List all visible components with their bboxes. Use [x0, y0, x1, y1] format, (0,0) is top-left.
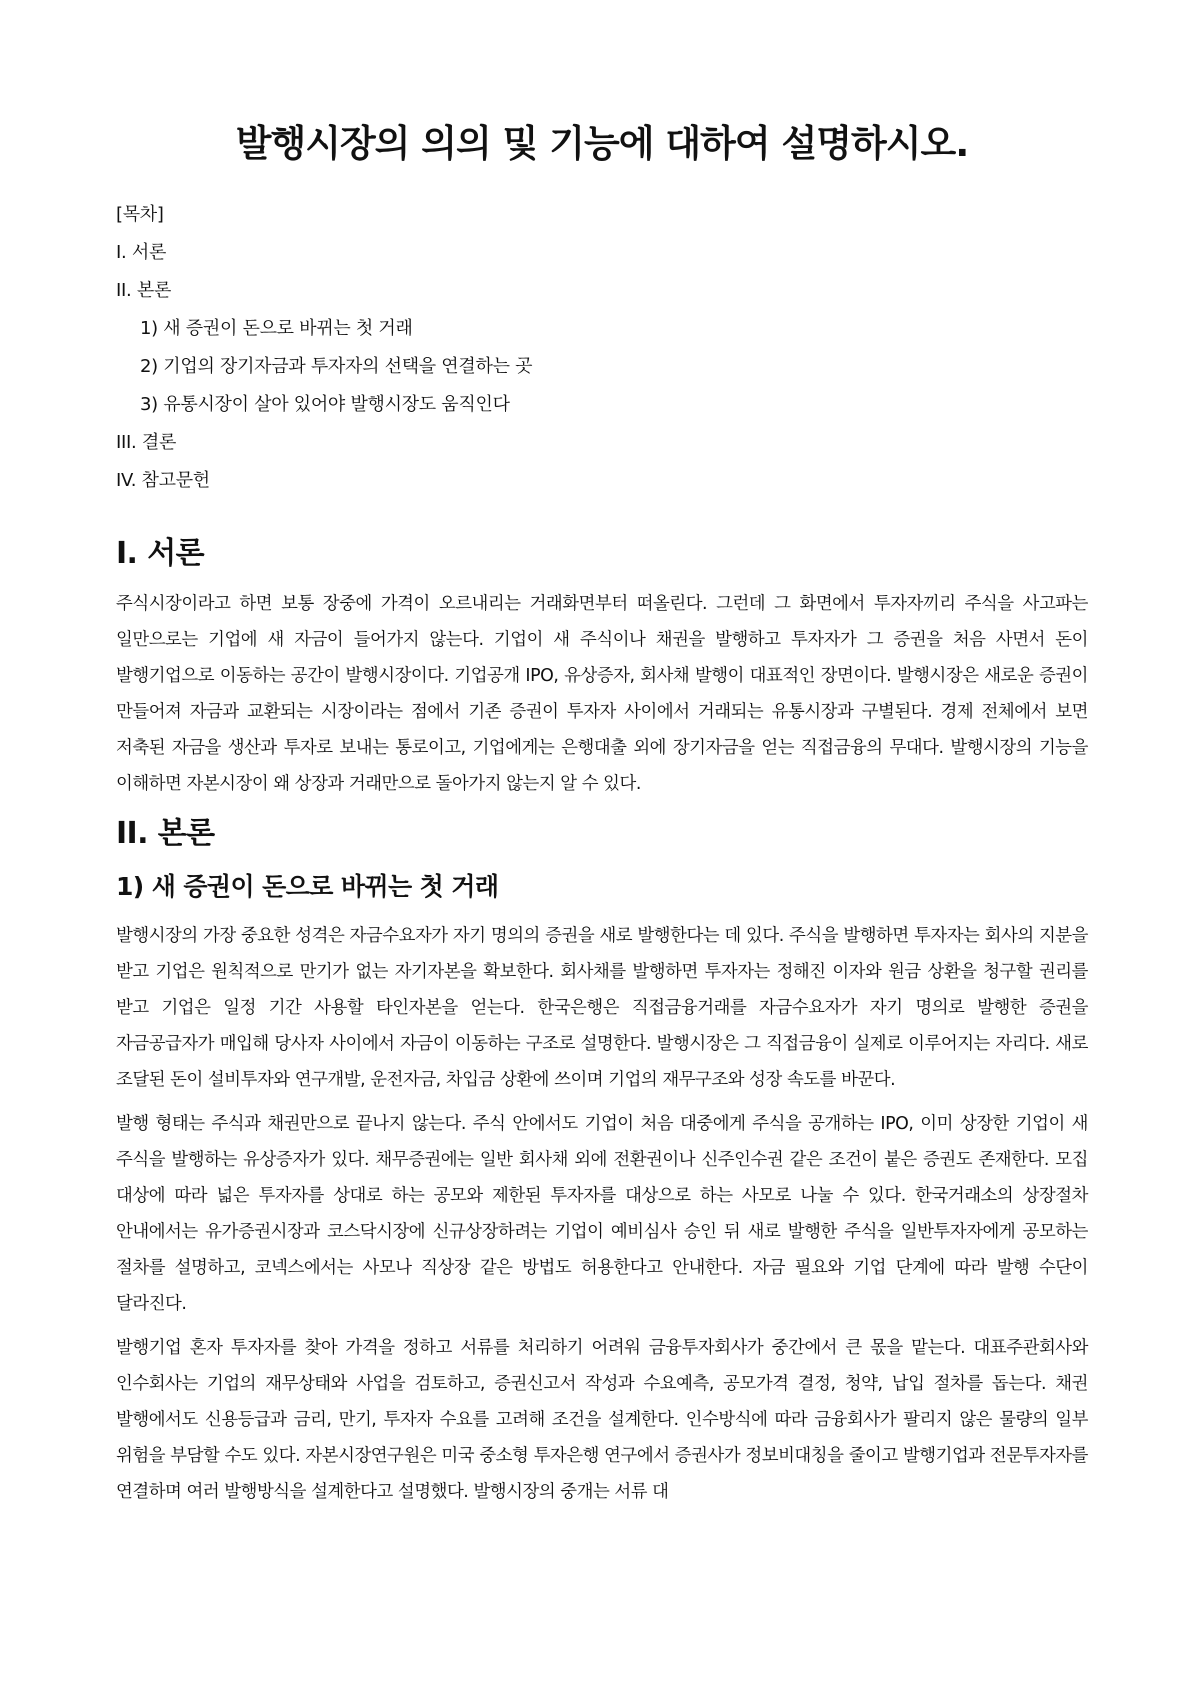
toc-item-conclusion: III. 결론	[116, 432, 177, 453]
section-heading-intro: I. 서론	[116, 536, 204, 571]
body-paragraph-2: 발행 형태는 주식과 채권만으로 끝나지 않는다. 주식 안에서도 기업이 처음 대중에게 주식을 공개하는 IPO, 이미 상장한 기업이 새 주식을 발행하는 유상증자가 있다. 채무증권에는 일반 회사채 외에 전환권이나 신주인수권 같은 조건이 붙은 증권도 존재한다. 모집 대상에 따라 넓은 투자자를 상대로 하는 공모와 제한된 투자자를 대상으로 하는 사모로 나눌 수 있다. 한국거래소의 상장절차 안내에서는 유가증권시장과 코스닥시장에 신규상장하려는 기업이 예비심사 승인 뒤 새로 발행한 주식을 일반투자자에게 공모하는 절차를 설명하고, 코넥스에서는 사모나 직상장 같은 방법도 허용한다고 안내한다. 자금 필요와 기업 단계에 따라 발행 수단이 달라진다.	[116, 1114, 1088, 1314]
toc-item-body-2: 2) 기업의 장기자금과 투자자의 선택을 연결하는 곳	[140, 356, 533, 377]
toc-heading: [목차]	[116, 204, 164, 225]
body-paragraph-1: 발행시장의 가장 중요한 성격은 자금수요자가 자기 명의의 증권을 새로 발행한다는 데 있다. 주식을 발행하면 투자자는 회사의 지분을 받고 기업은 원칙적으로 만기가 없는 자기자본을 확보한다. 회사채를 발행하면 투자자는 정해진 이자와 원금 상환을 청구할 권리를 받고 기업은 일정 기간 사용할 타인자본을 얻는다. 한국은행은 직접금융거래를 자금수요자가 자기 명의로 발행한 증권을 자금공급자가 매입해 당사자 사이에서 자금이 이동하는 구조로 설명한다. 발행시장은 그 직접금융이 실제로 이루어지는 자리다. 새로 조달된 돈이 설비투자와 연구개발, 운전자금, 차입금 상환에 쓰이며 기업의 재무구조와 성장 속도를 바꾼다.	[116, 926, 1088, 1090]
section-heading-body: II. 본론	[116, 816, 215, 851]
intro-paragraph: 주식시장이라고 하면 보통 장중에 가격이 오르내리는 거래화면부터 떠올린다. 그런데 그 화면에서 투자자끼리 주식을 사고파는 일만으로는 기업에 새 자금이 들어가지 않는다. 기업이 새 주식이나 채권을 발행하고 투자자가 그 증권을 처음 사면서 돈이 발행기업으로 이동하는 공간이 발행시장이다. 기업공개 IPO, 유상증자, 회사채 발행이 대표적인 장면이다. 발행시장은 새로운 증권이 만들어져 자금과 교환되는 시장이라는 점에서 기존 증권이 투자자 사이에서 거래되는 유통시장과 구별된다. 경제 전체에서 보면 저축된 자금을 생산과 투자로 보내는 통로이고, 기업에게는 은행대출 외에 장기자금을 얻는 직접금융의 무대다. 발행시장의 기능을 이해하면 자본시장이 왜 상장과 거래만으로 돌아가지 않는지 알 수 있다.	[116, 594, 1088, 794]
table-of-contents	[116, 196, 1088, 500]
toc-item-body: II. 본론	[116, 280, 172, 301]
body-paragraph-3: 발행기업 혼자 투자자를 찾아 가격을 정하고 서류를 처리하기 어려워 금융투자회사가 중간에서 큰 몫을 맡는다. 대표주관회사와 인수회사는 기업의 재무상태와 사업을 검토하고, 증권신고서 작성과 수요예측, 공모가격 결정, 청약, 납입 절차를 돕는다. 채권 발행에서도 신용등급과 금리, 만기, 투자자 수요를 고려해 조건을 설계한다. 인수방식에 따라 금융회사가 팔리지 않은 물량의 일부 위험을 부담할 수도 있다. 자본시장연구원은 미국 중소형 투자은행 연구에서 증권사가 정보비대칭을 줄이고 발행기업과 전문투자자를 연결하며 여러 발행방식을 설계한다고 설명했다. 발행시장의 중개는 서류 대	[116, 1338, 1088, 1502]
toc-item-body-3: 3) 유통시장이 살아 있어야 발행시장도 움직인다	[140, 394, 510, 415]
toc-item-body-1: 1) 새 증권이 돈으로 바뀌는 첫 거래	[140, 318, 413, 339]
subsection-heading-1: 1) 새 증권이 돈으로 바뀌는 첫 거래	[116, 872, 499, 901]
toc-item-intro: I. 서론	[116, 242, 167, 263]
document-title: 발행시장의 의의 및 기능에 대하여 설명하시오.	[235, 122, 969, 165]
toc-item-references: IV. 참고문헌	[116, 470, 210, 491]
